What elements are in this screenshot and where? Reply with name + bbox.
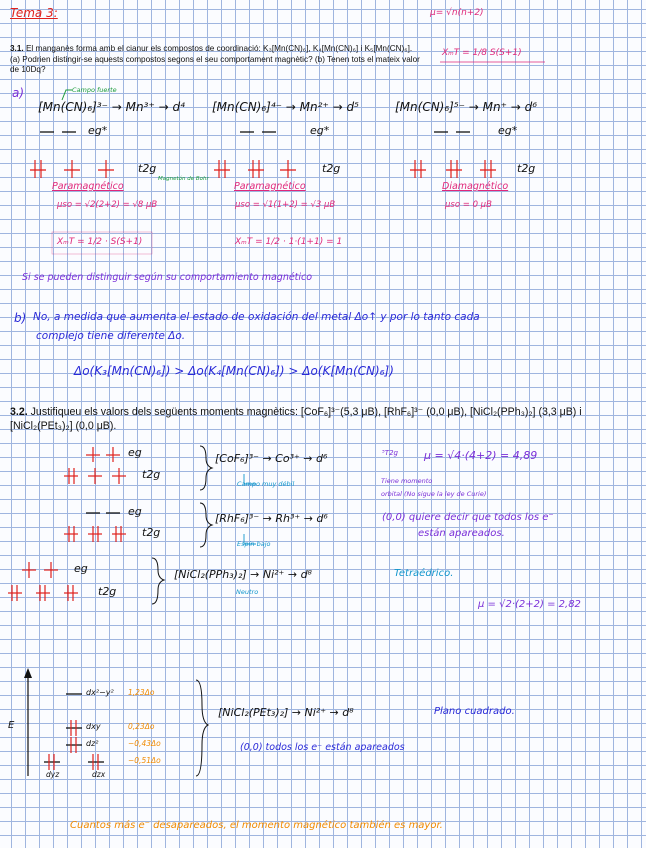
value-dyz: −0,51Δo: [128, 756, 161, 765]
cof6-orbital-1: Tiene momento: [381, 477, 433, 485]
rhf6-eg-label: eg: [128, 505, 142, 518]
cof6-term: ⁵T2g: [382, 449, 398, 457]
cof6-orbital-2: orbital (No sigue la ley de Curie): [381, 490, 487, 498]
question-3-1-number: 3.1.: [10, 44, 24, 53]
nipet-explanation: (0,0) todos los e⁻ están apareados: [240, 742, 405, 753]
answer-b-line-1: No, a medida que aumenta el estado de oxidación del metal Δo↑ y por lo tanto cada: [33, 311, 480, 323]
question-3-2-number: 3.2.: [10, 406, 28, 418]
cof6-t2g-label: t2g: [142, 468, 161, 481]
nipph-t2g-label: t2g: [98, 585, 117, 598]
nipph-geometry: Tetraédrico.: [394, 568, 454, 579]
electrons-a: [35, 160, 491, 178]
nipet-formula: [NiCl₂(PEt₃)₂] → Ni²⁺ → d⁸: [218, 706, 354, 719]
rhf6-formula: [RhF₆]³⁻ → Rh³⁺ → d⁶: [215, 512, 328, 525]
complex-2: [Mn(CN)₆]⁴⁻ → Mn²⁺ → d⁵: [212, 100, 359, 114]
value-dx2y2: 1,23Δo: [128, 688, 155, 697]
cof6-formula: [CoF₆]³⁻ → Co³⁺ → d⁶: [215, 452, 328, 465]
xmt-value-1: XₘT = 1/2 · S(S+1): [57, 237, 143, 247]
answer-a-label: a): [12, 86, 25, 100]
cof6-mu: μ = √4·(4+2) = 4,89: [424, 449, 538, 462]
nipph-formula: [NiCl₂(PPh₃)₂] → Ni²⁺ → d⁸: [174, 568, 312, 581]
nipph-eg-label: eg: [74, 562, 88, 575]
xmt-value-2: XₘT = 1/2 · 1·(1+1) = 1: [235, 237, 343, 247]
mu-value-1: μso = √2(2+2) = √8 μB: [57, 200, 158, 210]
cof6-eg-label: eg: [128, 446, 142, 459]
orbital-dx2y2: dx²−y²: [86, 688, 114, 697]
rhf6-expl-1: (0,0) quiere decir que todos los e⁻: [382, 512, 554, 523]
final-conclusion: Cuantos más e⁻ desapareados, el momento magnético también es mayor.: [70, 820, 443, 831]
energy-axis-label: E: [8, 720, 15, 731]
nipph-mu: μ = √2·(2+2) = 2,82: [478, 599, 581, 610]
rhf6-t2g-label: t2g: [142, 526, 161, 539]
eg-label-3: eg*: [498, 124, 518, 137]
cof6-levels: [64, 447, 126, 484]
orbital-dxy: dxy: [86, 722, 101, 731]
magnetic-2: Paramagnético: [234, 181, 306, 192]
answer-b-label: b): [14, 311, 27, 325]
question-3-2-text: Justifiqueu els valors dels següents moments magnètics: [CoF₆]³⁻(5,3 μB), [RhF₆]³⁻ (0,0 μB), [NiCl₂(PPh₃)₂] (3,3 μB) i [NiCl₂(PEt₃)₂] (0,0 μB).: [10, 406, 582, 432]
t2g-label-1: t2g: [138, 162, 157, 175]
magnetic-1: Paramagnético: [52, 181, 124, 192]
square-planar-levels: [44, 694, 104, 762]
rhf6-note: Espín bajo: [237, 540, 271, 548]
answer-b-line-2: complejo tiene diferente Δo.: [36, 330, 186, 342]
tema-title: Tema 3:: [10, 6, 58, 20]
value-dxy: 0,23Δo: [128, 722, 155, 731]
nipph-levels: [8, 562, 78, 601]
delta-order: Δo(K₃[Mn(CN)₆]) > Δo(K₄[Mn(CN)₆]) > Δo(K[Mn(CN)₆]): [74, 364, 394, 378]
conclusion-a: Si se pueden distinguir según su comportamiento magnético: [22, 272, 313, 283]
xmt-formula: XₘT = 1/8 S(S+1): [442, 48, 522, 58]
eg-label-2: eg*: [310, 124, 330, 137]
orbital-dzx: dzx: [92, 770, 106, 779]
t2g-label-2: t2g: [322, 162, 341, 175]
mu-value-2: μso = √1(1+2) = √3 μB: [235, 200, 336, 210]
complex-3: [Mn(CN)₆]⁵⁻ → Mn⁺ → d⁶: [395, 100, 538, 114]
t2g-label-3: t2g: [517, 162, 536, 175]
nipet-geometry: Plano cuadrado.: [434, 706, 515, 717]
eg-label-1: eg*: [88, 124, 108, 137]
question-3-1-text: El manganès forma amb el cianur els compostos de coordinació: K₃[Mn(CN)₆], K₄[Mn(CN)₆] i K₅[Mn(CN)₆]. (a) Podrien distingir-se aquests compostos segons el seu comportament magnètic? (b) Tenen tots el mateix valor de 10Dq?: [10, 44, 420, 74]
mu-formula: μ= √n(n+2): [430, 8, 484, 18]
rhf6-levels: [64, 526, 126, 542]
complex-1: [Mn(CN)₆]³⁻ → Mn³⁺ → d⁴: [38, 100, 185, 114]
bohr-magneton-note: Magnetón de Bohr: [158, 176, 209, 182]
orbital-dyz: dyz: [46, 770, 60, 779]
strong-field-note: Campo fuerte: [72, 86, 117, 94]
rhf6-expl-2: están apareados.: [418, 528, 505, 539]
value-dz2: −0,43Δo: [128, 739, 161, 748]
orbital-dz2: dz²: [86, 739, 99, 748]
mu-value-3: μso = 0 μB: [445, 200, 492, 210]
cof6-note: Campo muy débil: [237, 480, 295, 488]
magnetic-3: Diamagnético: [442, 181, 509, 192]
nipph-note: Neutro: [236, 588, 259, 596]
